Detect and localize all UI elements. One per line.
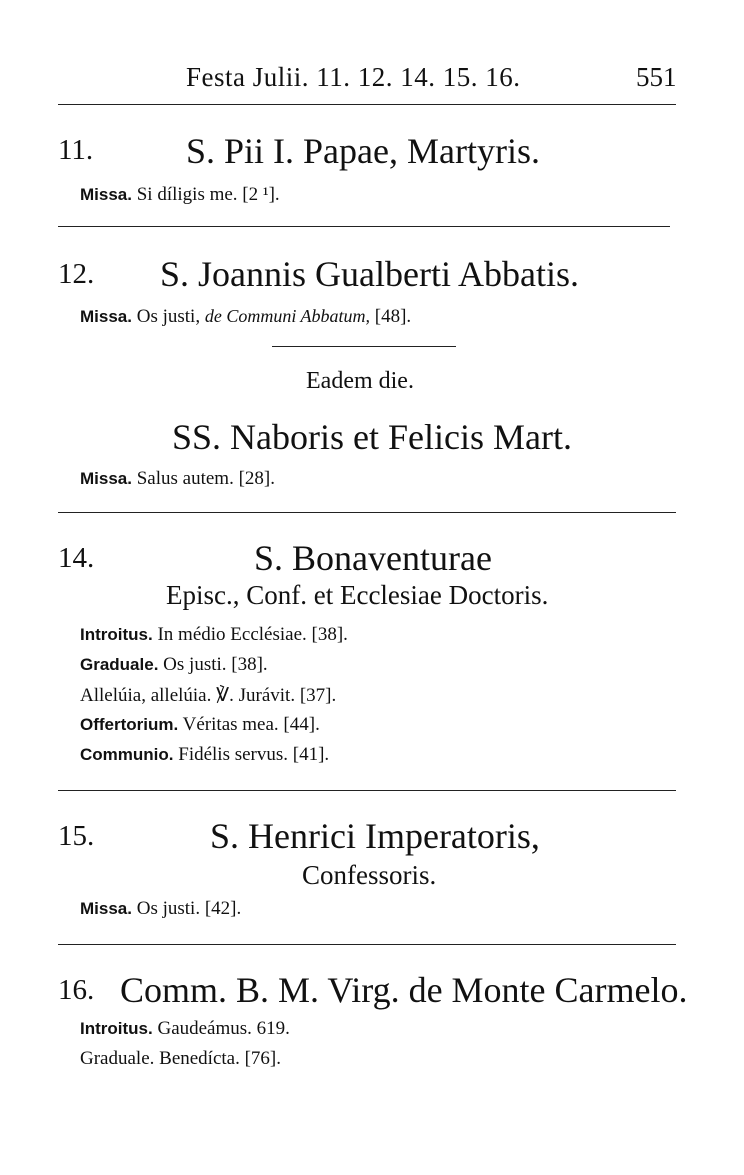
proper-line (80, 624, 348, 646)
feast-title: S. Henrici Imperatoris, (210, 816, 540, 856)
feast-number: 14. (58, 542, 95, 574)
section-rule (58, 944, 676, 945)
proper-text: Salus autem. [28]. (136, 468, 275, 489)
proper-italic: de Communi Abbatum, (204, 306, 371, 326)
proper-line (80, 714, 320, 736)
proper-ref: [48]. (374, 306, 412, 327)
proper-text: Os justi, (136, 306, 201, 327)
proper-line (80, 684, 336, 707)
proper-line (80, 1018, 290, 1040)
proper-text: ℣. Jurávit. [37]. (216, 685, 337, 706)
proper-text: Benedícta. [76]. (159, 1048, 282, 1069)
proper-label: Communio. (80, 745, 174, 764)
proper-line (80, 744, 329, 766)
feast-title: Comm. B. M. Virg. de Monte Carmelo. (120, 970, 688, 1010)
proper-label: Graduale. (80, 655, 159, 674)
short-rule (272, 346, 456, 347)
proper-text: Fidélis servus. [41]. (178, 744, 330, 765)
proper-text: Véritas mea. [44]. (182, 714, 320, 735)
proper-line (80, 898, 241, 920)
proper-text: Gaudeámus. 619. (157, 1018, 290, 1039)
proper-label: Missa. (80, 899, 132, 918)
feast-subtitle: Episc., Conf. et Ecclesiae Doctoris. (166, 580, 549, 610)
feast-subtitle: Confessoris. (302, 860, 437, 890)
feast-title: S. Bonaventurae (254, 538, 492, 578)
feast-title: SS. Naboris et Felicis Mart. (172, 417, 572, 457)
feast-number: 11. (58, 134, 94, 166)
proper-label: Offertorium. (80, 715, 179, 734)
feast-number: 15. (58, 820, 95, 852)
section-rule (58, 226, 670, 227)
proper-line (80, 306, 411, 328)
section-rule (58, 790, 676, 791)
proper-line (80, 654, 268, 676)
feast-title: S. Pii I. Papae, Martyris. (186, 131, 540, 171)
feast-title: S. Joannis Gualberti Abbatis. (160, 254, 579, 294)
proper-label: Missa. (80, 469, 132, 488)
proper-text: Os justi. [42]. (136, 898, 242, 919)
proper-label: Missa. (80, 185, 132, 204)
proper-label: Introitus. (80, 625, 153, 644)
proper-label: Missa. (80, 307, 132, 326)
proper-line (80, 184, 280, 206)
feast-number: 16. (58, 974, 95, 1006)
proper-label: Graduale. (80, 1048, 155, 1069)
page-number: 551 (636, 62, 677, 92)
proper-text: Os justi. [38]. (163, 654, 268, 675)
header-rule (58, 104, 676, 105)
proper-text: In médio Ecclésiae. [38]. (157, 624, 348, 645)
section-rule (58, 512, 676, 513)
eadem-die: Eadem die. (306, 368, 414, 394)
running-header: Festa Julii. 11. 12. 14. 15. 16. (186, 62, 521, 92)
proper-label: Allelúia, allelúia. (80, 685, 212, 706)
proper-label: Introitus. (80, 1019, 153, 1038)
proper-text: Si díligis me. [2 ¹]. (136, 184, 280, 205)
feast-number: 12. (58, 258, 95, 290)
proper-line (80, 468, 275, 490)
proper-line (80, 1048, 281, 1070)
